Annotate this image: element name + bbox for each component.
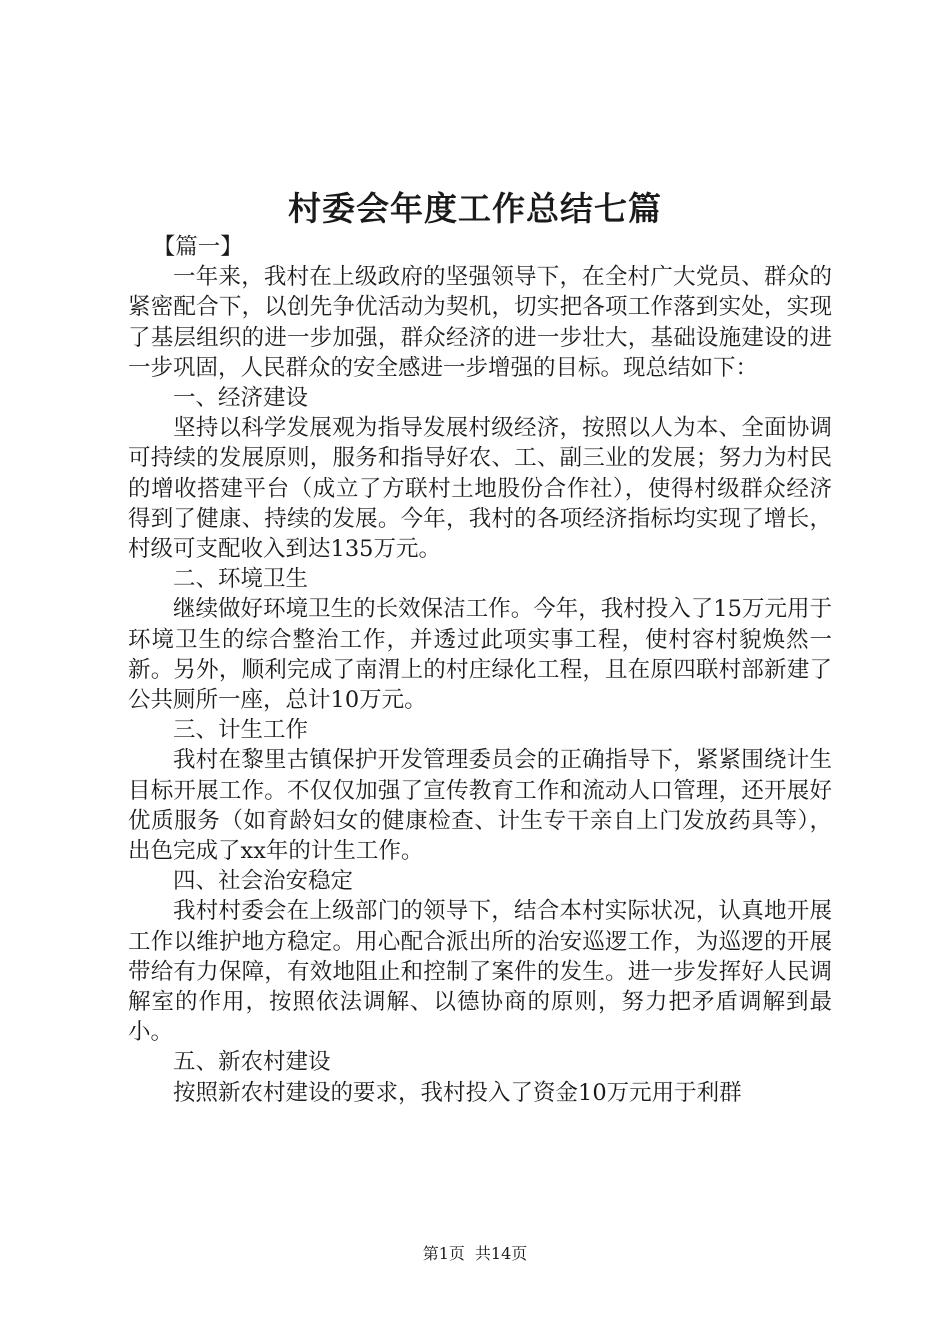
heading-economy: 一、经济建设 xyxy=(173,385,309,412)
paragraph-environment: 继续做好环境卫生的长效保洁工作。今年，我村投入了15万元用于环境卫生的综合整治工作，并透过此项实事工程，使村容村貌焕然一新。另外，顺利完成了南渭上的村庄绿化工程，且在原四联村部新建了公共厕所一座，总计10万元。 xyxy=(128,596,832,714)
document-body xyxy=(128,232,832,1108)
page-number: 第1页 xyxy=(422,1244,465,1263)
heading-family-planning: 三、计生工作 xyxy=(173,717,309,744)
paragraph-public-security: 我村村委会在上级部门的领导下，结合本村实际状况，认真地开展工作以维护地方稳定。用心配合派出所的治安巡逻工作，为巡逻的开展带给有力保障，有效地阻止和控制了案件的发生。进一步发挥好人民调解室的作用，按照依法调解、以德协商的原则，努力把矛盾调解到最小。 xyxy=(128,898,832,1046)
heading-public-security: 四、社会治安稳定 xyxy=(173,868,354,895)
page-footer xyxy=(0,1243,950,1265)
paragraph-family-planning: 我村在黎里古镇保护开发管理委员会的正确指导下，紧紧围绕计生目标开展工作。不仅仅加强了宣传教育工作和流动人口管理，还开展好优质服务（如育龄妇女的健康检查、计生专干亲自上门发放药具等），出色完成了xx年的计生工作。 xyxy=(128,747,832,865)
paragraph-intro: 一年来，我村在上级政府的坚强领导下，在全村广大党员、群众的紧密配合下，以创先争优活动为契机，切实把各项工作落到实处，实现了基层组织的进一步加强，群众经济的进一步壮大，基础设施建设的进一步巩固，人民群众的安全感进一步增强的目标。现总结如下： xyxy=(128,264,832,381)
section-marker: 【篇一】 xyxy=(152,234,243,260)
page-total: 共14页 xyxy=(474,1244,528,1263)
paragraph-new-countryside: 按照新农村建设的要求，我村投入了资金10万元用于利群 xyxy=(173,1079,742,1106)
heading-new-countryside: 五、新农村建设 xyxy=(173,1049,331,1076)
paragraph-economy: 坚持以科学发展观为指导发展村级经济，按照以人为本、全面协调可持续的发展原则，服务和指导好农、工、副三业的发展；努力为村民的增收搭建平台（成立了方联村土地股份合作社），使得村级群众经济得到了健康、持续的发展。今年，我村的各项经济指标均实现了增长，村级可支配收入到达135万元。 xyxy=(128,415,832,563)
document-title: 村委会年度工作总结七篇 xyxy=(288,189,662,228)
heading-environment: 二、环境卫生 xyxy=(173,566,309,593)
